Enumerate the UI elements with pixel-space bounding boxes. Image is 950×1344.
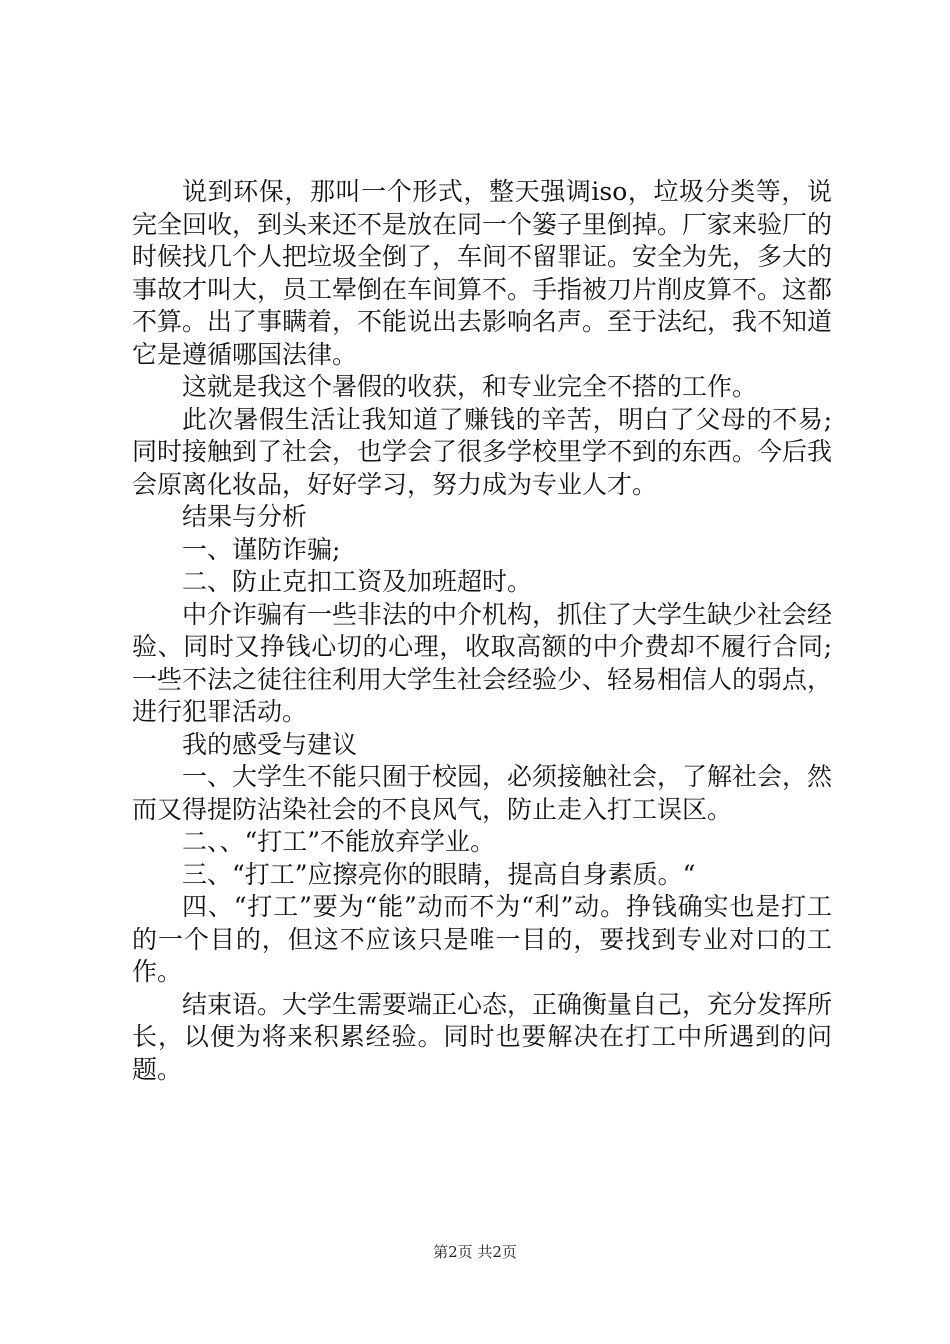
list-item-suggestion-3: 三、“打工”应擦亮你的眼睛，提高自身素质。“: [182, 859, 696, 889]
list-item-wage-protection: 二、防止克扣工资及加班超时。: [182, 567, 533, 596]
list-item-suggestion-2: 二、、“打工”不能放弃学业。: [182, 827, 496, 856]
list-item-suggestion-1: 一、大学生不能只囿于校园，必须接触社会，了解社会，然而又得提防沾染社会的不良风气，防止走入打工误区。: [132, 762, 833, 824]
paragraph-conclusion: 结束语。大学生需要端正心态，正确衡量自己，充分发挥所长，以便为将来积累经验。同时也要解决在打工中所遇到的问题。: [132, 989, 833, 1084]
list-item-suggestion-4: 四、“打工”要为“能”动而不为“利”动。挣钱确实也是打工的一个目的，但这不应该只是唯一目的，要找到专业对口的工作。: [132, 892, 832, 986]
heading-results-analysis: 结果与分析: [182, 502, 308, 531]
paragraph-environment: 说到环保，那叫一个形式，整天强调iso，垃圾分类等，说完全回收，到头来还不是放在同一个篓子里倒掉。厂家来验厂的时候找几个人把垃圾全倒了，车间不留罪证。安全为先，多大的事故才叫大，员工晕倒在车间算不。手指被刀片削皮算不。这都不算。出了事瞒着，不能说出去影响名声。至于法纪，我不知道它是遵循哪国法律。: [132, 177, 833, 369]
heading-feelings-suggestions: 我的感受与建议: [182, 729, 358, 759]
list-item-fraud-warning: 一、谨防诈骗;: [182, 534, 341, 564]
document-body: [132, 176, 832, 1086]
paragraph-summer-harvest: 这就是我这个暑假的收获，和专业完全不搭的工作。: [182, 372, 758, 401]
page-number-footer: 第2页 共2页: [433, 1243, 517, 1261]
paragraph-summer-reflection: 此次暑假生活让我知道了赚钱的辛苦，明白了父母的不易;同时接触到了社会，也学会了很多学校里学不到的东西。今后我会原离化妆品，好好学习，努力成为专业人才。: [132, 404, 833, 499]
paragraph-agency-fraud: 中介诈骗有一些非法的中介机构，抓住了大学生缺少社会经验、同时又挣钱心切的心理，收取高额的中介费却不履行合同;一些不法之徒往往利用大学生社会经验少、轻易相信人的弱点，进行犯罪活动。: [132, 599, 833, 726]
